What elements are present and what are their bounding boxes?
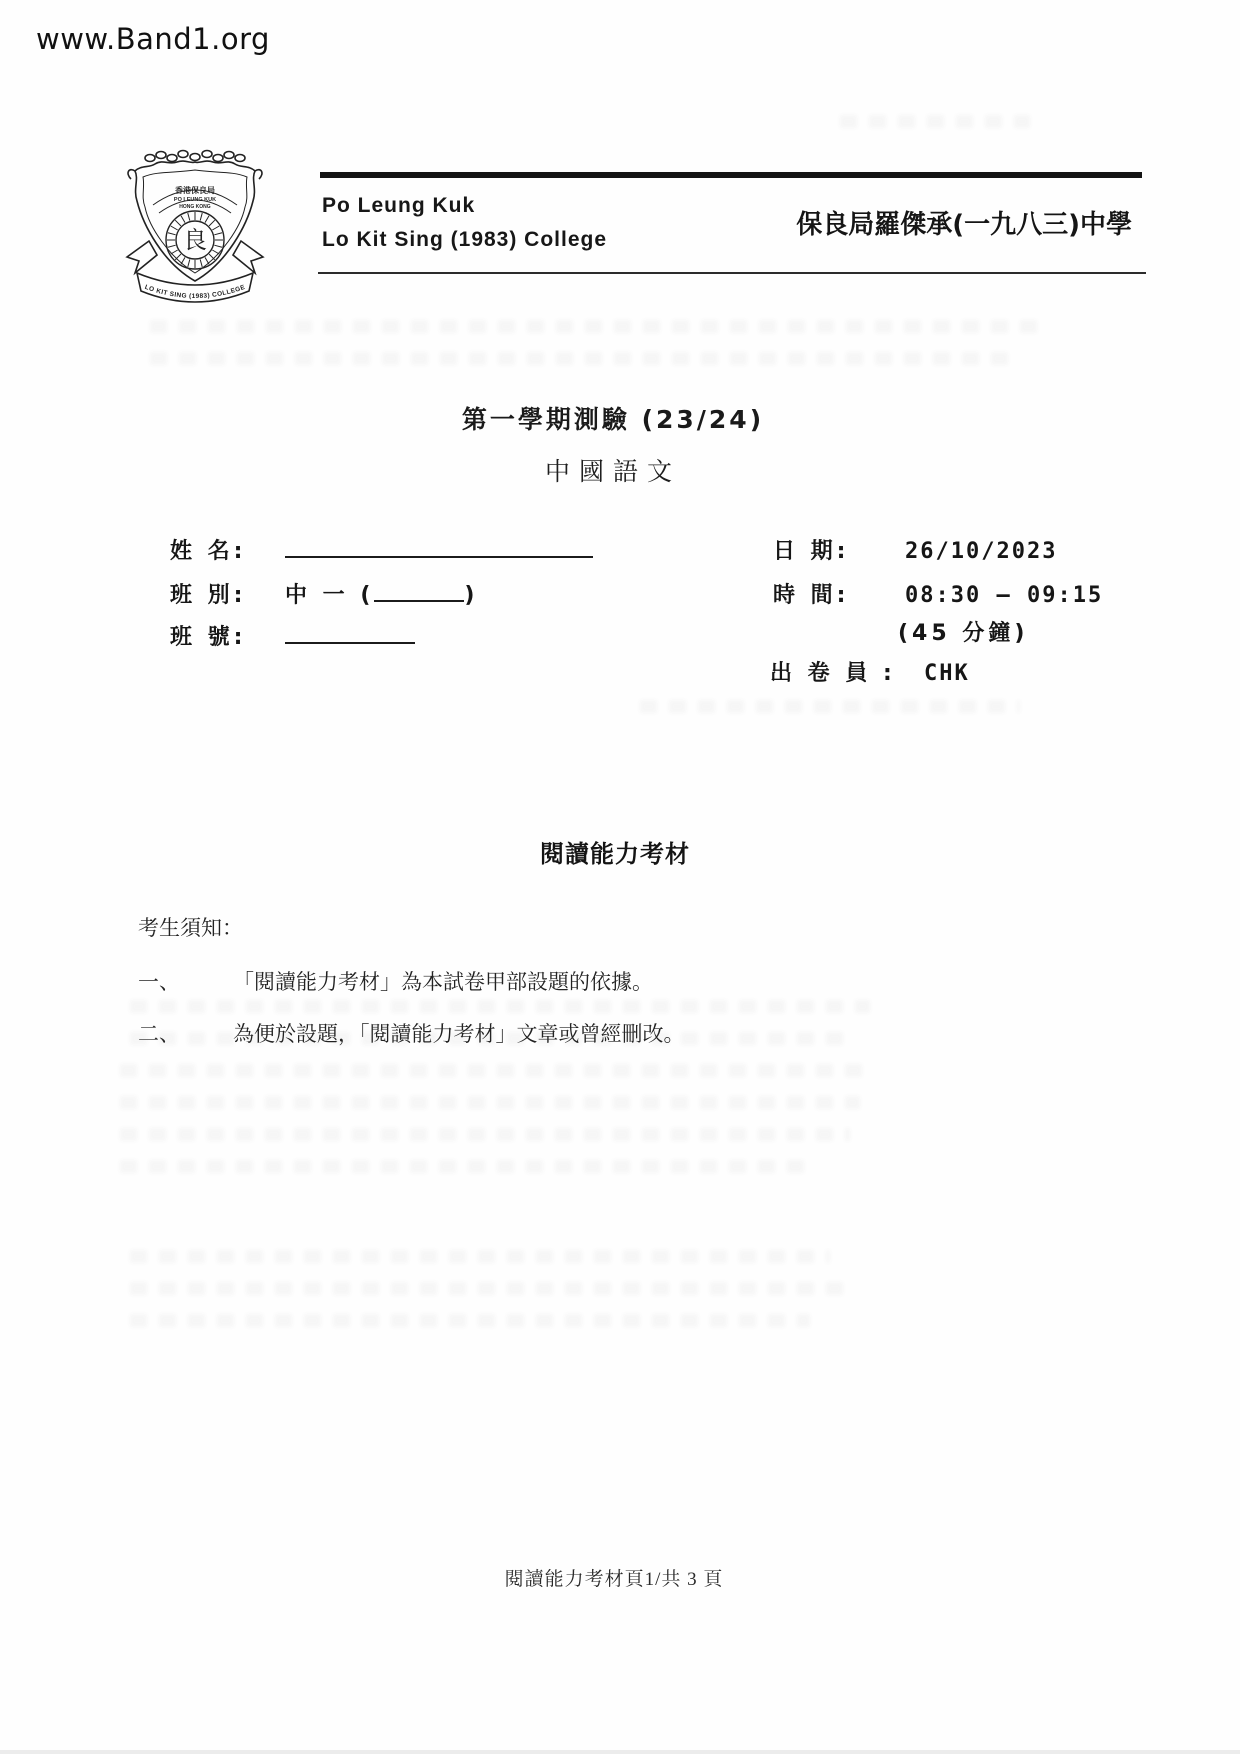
class-label: 班 別:	[170, 583, 247, 608]
scan-bleedthrough-noise	[120, 1096, 860, 1109]
class-value-prefix: 中 一 (	[285, 583, 375, 608]
section-title: 閱讀能力考材	[540, 840, 690, 868]
duration-value: (45 分鐘)	[898, 621, 1029, 646]
setter-label: 出 卷 員 :	[770, 661, 896, 686]
school-crest-logo	[105, 145, 285, 305]
scan-bleedthrough-noise	[150, 320, 1040, 333]
scan-bleedthrough-noise	[130, 1000, 870, 1013]
class-number-blank-line	[285, 636, 415, 644]
exam-title: 第一學期測驗 (23/24)	[461, 405, 765, 434]
notes-heading: 考生須知：	[138, 916, 243, 940]
name-label: 姓 名:	[170, 539, 247, 564]
time-label: 時 間:	[773, 583, 850, 608]
crest-emblem-character: 良	[183, 226, 207, 254]
student-class-row	[170, 578, 478, 609]
time-value: 08:30 – 09:15	[905, 583, 1104, 608]
name-blank-line	[285, 550, 593, 558]
scan-bleedthrough-noise	[640, 700, 1020, 713]
scan-page-edge	[0, 1750, 1240, 1754]
scan-bleedthrough-noise	[150, 352, 1010, 365]
exam-date-row	[773, 534, 1057, 565]
class-number-label: 班 號:	[170, 625, 247, 650]
school-name-en-line2: Lo Kit Sing (1983) College	[322, 228, 608, 251]
note-text-2: 為便於設題，「閱讀能力考材」文章或曾經刪改。	[233, 1022, 685, 1046]
scan-bleedthrough-noise	[120, 1064, 870, 1077]
scan-bleedthrough-noise	[120, 1160, 810, 1173]
crest-arc-text-zh: 香港保良局	[175, 186, 215, 195]
exam-setter-row	[770, 656, 970, 687]
class-value-suffix: )	[464, 583, 479, 608]
class-blank-line	[374, 594, 464, 602]
footer-page-number: 閱讀能力考材頁1/共 3 頁	[504, 1569, 724, 1590]
note-number-2: 二、	[138, 1022, 180, 1046]
school-name-en-line1: Po Leung Kuk	[322, 194, 476, 217]
scan-bleedthrough-noise	[130, 1314, 810, 1327]
crest-arc-text-en2: HONG KONG	[179, 204, 211, 210]
header-rule-thick	[320, 172, 1142, 178]
date-label: 日 期:	[773, 539, 850, 564]
header-rule-thin	[318, 272, 1146, 274]
note-number-1: 一、	[138, 970, 180, 994]
note-item-2	[138, 1018, 685, 1048]
school-name-zh: 保良局羅傑承(一九八三)中學	[796, 210, 1132, 240]
student-name-row	[170, 534, 593, 565]
crest-banner-text: LO KIT SING (1983) COLLEGE	[143, 283, 247, 301]
scan-bleedthrough-noise	[120, 1128, 850, 1141]
exam-subject: 中國語文	[544, 457, 681, 486]
scan-bleedthrough-noise	[840, 115, 1030, 128]
exam-time-row	[773, 578, 1103, 609]
note-text-1: 「閱讀能力考材」為本試卷甲部設題的依據。	[233, 970, 653, 994]
setter-value: CHK	[924, 661, 970, 686]
crest-icon	[105, 145, 285, 305]
scan-bleedthrough-noise	[130, 1250, 830, 1263]
note-item-1	[138, 966, 653, 996]
scan-bleedthrough-noise	[130, 1282, 850, 1295]
student-class-number-row	[170, 620, 415, 651]
watermark-url: www.Band1.org	[36, 22, 270, 56]
exam-duration-row	[898, 616, 1028, 647]
date-value: 26/10/2023	[905, 539, 1058, 564]
crest-arc-text-en1: PO LEUNG KUK	[173, 197, 217, 203]
